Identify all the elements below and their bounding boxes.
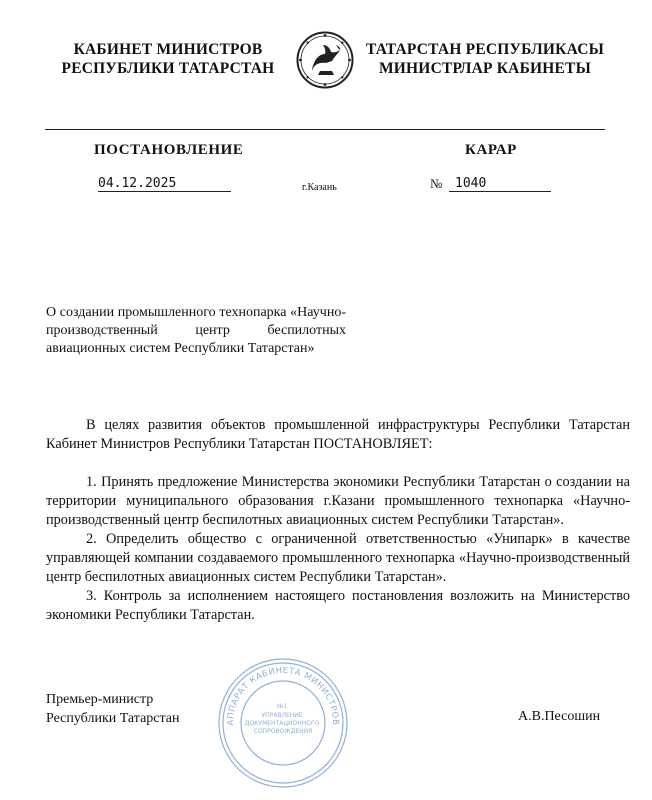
item-1: 1. Принять предложение Министерства экономики Республики Татарстан о создании на территории муниципального образования г.Казани промышленного технопарка «Научно-производственный центр беспилотных авиационных систем Республики Татарстан».	[46, 474, 630, 528]
svg-text:№1 УПРАВЛЕНИЕ ДОКУМЕНТ: №1 УПРАВЛЕНИЕ ДОКУМЕНТАЦИОННОГО СОПРОВОЖДЕНИЯ	[244, 703, 320, 735]
item-3: 3. Контроль за исполнением настоящего постановления возложить на Министерство экономики Республики Татарстан.	[46, 588, 630, 623]
doc-place: г.Казань	[302, 182, 337, 193]
doc-number: 1040	[455, 176, 487, 191]
tatarstan-coat-of-arms-icon	[296, 31, 354, 89]
issuer-name-ru	[48, 40, 288, 78]
doc-date: 04.12.2025	[98, 176, 177, 191]
doc-number-label: №	[430, 176, 443, 191]
issuer-tt-line1: ТАТАРСТАН РЕСПУБЛИКАСЫ	[365, 41, 605, 58]
doc-type-tt: КАРАР	[465, 142, 517, 158]
svg-text:АППАРАТ КАБИНЕТА МИНИСТРОВ: АППАРАТ КАБИНЕТА МИНИСТРОВ	[224, 664, 342, 726]
preamble: В целях развития объектов промышленной инфраструктуры Республики Татарстан Кабинет Министров Республики Татарстан ПОСТАНОВЛЯЕТ:	[46, 417, 630, 452]
signatory-position	[46, 690, 180, 728]
signatory-position-line2: Республики Татарстан	[46, 711, 180, 726]
number-field	[449, 174, 551, 192]
issuer-ru-line1: КАБИНЕТ МИНИСТРОВ	[73, 41, 263, 58]
signatory-name: А.В.Песошин	[518, 709, 601, 724]
official-stamp	[216, 656, 350, 790]
header-divider	[45, 129, 605, 130]
doc-title: О создании промышленного технопарка «Научно-производственный центр беспилотных авиационных систем Республики Татарстан»	[46, 305, 346, 356]
signatory-position-line1: Премьер-министр	[46, 692, 154, 707]
issuer-tt-line2: МИНИСТРЛАР КАБИНЕТЫ	[378, 60, 592, 77]
doc-type-ru: ПОСТАНОВЛЕНИЕ	[94, 142, 244, 158]
item-2: 2. Определить общество с ограниченной ответственностью «Унипарк» в качестве управляющей компании создаваемого промышленного технопарка «Научно-производственный центр беспилотных авиационных систем Республики Татарстан».	[46, 531, 630, 585]
doc-body	[46, 416, 630, 625]
issuer-name-tt	[360, 40, 610, 78]
issuer-ru-line2: РЕСПУБЛИКИ ТАТАРСТАН	[61, 60, 275, 77]
date-field	[98, 174, 231, 192]
